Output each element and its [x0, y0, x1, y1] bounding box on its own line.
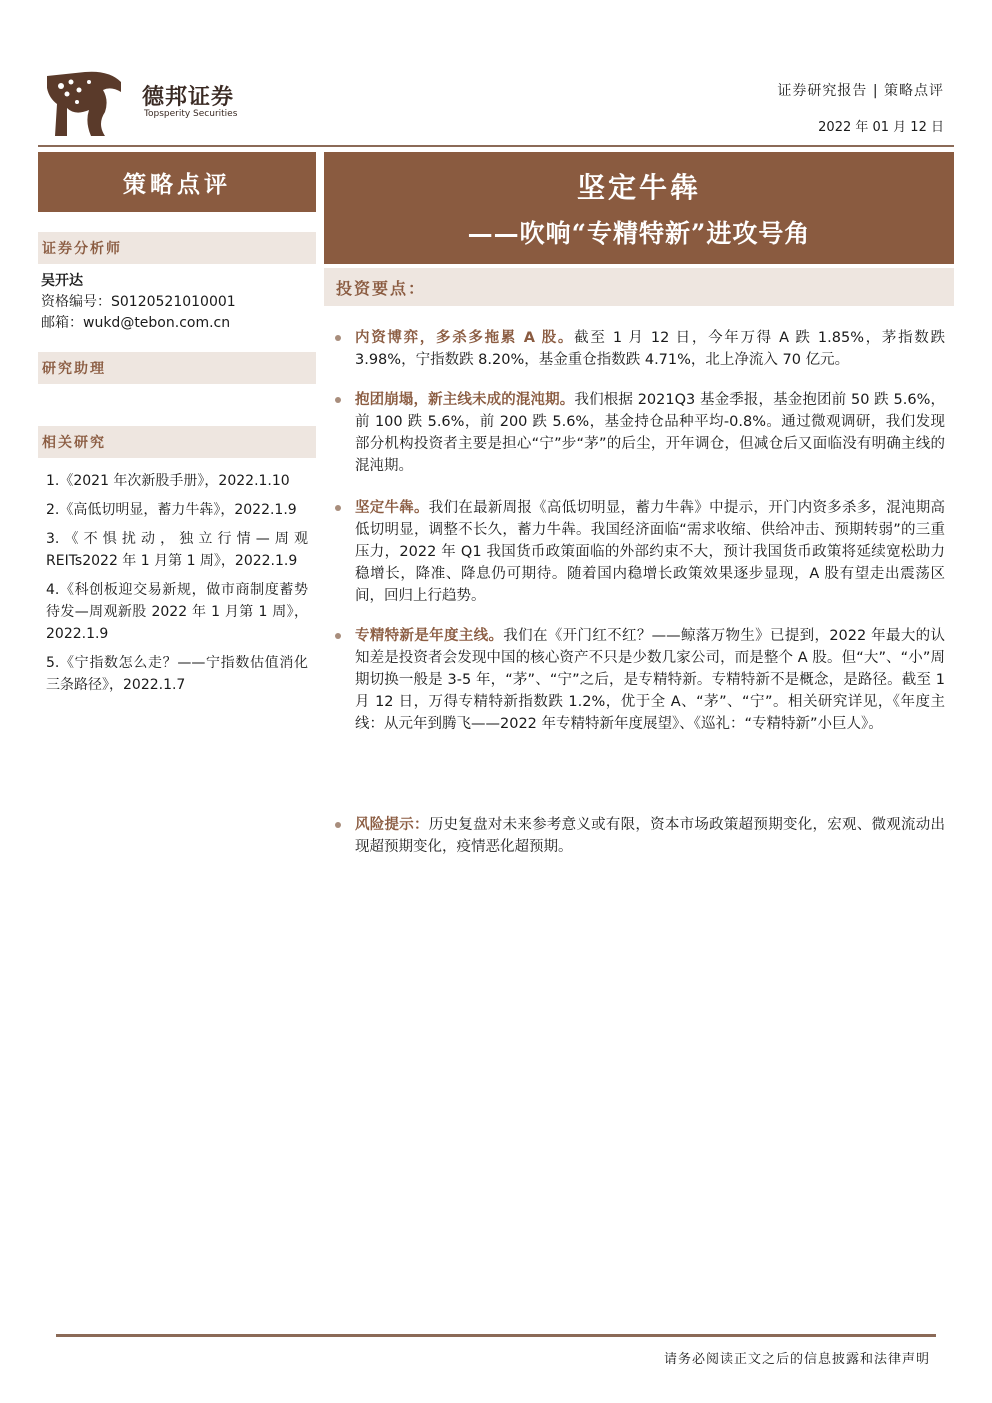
related-research-item[interactable]: 5.《宁指数怎么走？——宁指数估值消化三条路径》，2022.1.7: [46, 655, 308, 693]
key-point-text: [355, 327, 945, 371]
key-point: [335, 327, 945, 371]
analyst-license: 资格编号：S0120521010001: [41, 294, 236, 310]
related-research-heading: 相关研究: [38, 426, 316, 458]
key-point-body: 截至 1 月 12 日，今年万得 A 跌 1.85%，茅指数跌 3.98%，宁指数跌 8.20%，基金重仓指数跌 4.71%，北上净流入 70 亿元。: [355, 330, 945, 368]
related-research-item[interactable]: 1.《2021 年次新股手册》，2022.1.10: [46, 473, 290, 489]
key-point-lead: 内资博弈，多杀多拖累 A 股。: [355, 330, 575, 346]
key-point-lead: 专精特新是年度主线。: [355, 628, 504, 644]
bullet-icon: [335, 822, 341, 828]
key-point-lead: 风险提示：: [355, 817, 429, 833]
bullet-icon: [335, 633, 341, 639]
analyst-email: 邮箱：wukd@tebon.com.cn: [41, 315, 231, 331]
key-point: [335, 625, 945, 735]
bullet-icon: [335, 505, 341, 511]
bullet-icon: [335, 335, 341, 341]
header-divider: [38, 145, 954, 147]
report-category: 证券研究报告 | 策略点评: [777, 83, 944, 99]
company-logo: [45, 70, 123, 138]
related-research-item[interactable]: 4.《科创板迎交易新规，做市商制度蓄势待发—周观新股 2022 年 1 月第 1 周》，2022.1.9: [46, 582, 308, 642]
risk-warning: [335, 814, 945, 858]
report-date: 2022 年 01 月 12 日: [818, 120, 944, 135]
key-point-body: 我们在《开门红不红？——鲸落万物生》已提到，2022 年最大的认知差是投资者会发现中国的核心资产不只是少数几家公司，而是整个 A 股。但“大”、“小”周期切换一般是 3-5 年，“茅”、“宁”之后，是专精特新。专精特新不是概念，是路径。截至 1 月 12 日，万得专精特新指数跌 1.2%，优于全 A、“茅”、“宁”。相关研究详见，《年度主线：从元年到腾飞——2022 年专精特新年度展望》、《巡礼：“专精特新”小巨人》。: [355, 628, 945, 732]
report-type-banner: 策略点评: [38, 152, 316, 212]
key-point-body: 我们在最新周报《高低切明显，蓄力牛犇》中提示，开门内资多杀多，混沌期高低切明显，调整不长久，蓄力牛犇。我国经济面临“需求收缩、供给冲击、预期转弱”的三重压力，2022 年 Q1 我国货币政策面临的外部约束不大，预计我国货币政策将延续宽松助力稳增长，降准、降息仍可期待。随着国内稳增长政策效果逐步显现，A 股有望走出震荡区间，回归上行趋势。: [355, 500, 946, 604]
analyst-heading: 证券分析师: [38, 232, 316, 264]
footer-disclaimer[interactable]: 请务必阅读正文之后的信息披露和法律声明: [663, 1352, 930, 1367]
report-subtitle: ——吹响“专精特新”进攻号角: [467, 219, 811, 248]
report-title: 坚定牛犇: [576, 171, 701, 204]
brand-name-cn: 德邦证券: [142, 85, 235, 110]
footer-divider: [56, 1334, 936, 1337]
key-point-body: 我们根据 2021Q3 基金季报，基金抱团前 50 跌 5.6%，前 100 跌 5.6%，前 200 跌 5.6%，基金持仓品种平均-0.8%。通过微观调研，我们发现部分机构投资者主要是担心“宁”步“茅”的后尘，开年调仓，但减仓后又面临没有明确主线的混沌期。: [355, 392, 946, 474]
key-point-lead: 坚定牛犇。: [355, 500, 429, 516]
key-points-heading: 投资要点：: [324, 268, 954, 306]
brand-name-en: Topsperity Securities: [144, 109, 238, 119]
key-point-text: [355, 497, 945, 607]
analyst-name: 吴开达: [41, 273, 83, 289]
key-point-body: 历史复盘对未来参考意义或有限，资本市场政策超预期变化，宏观、微观流动出现超预期变化，疫情恶化超预期。: [355, 817, 946, 855]
key-point-text: [355, 625, 945, 735]
title-banner: [324, 152, 954, 264]
related-research-list: [46, 470, 308, 703]
related-research-item[interactable]: 3.《不惧扰动，独立行情—周观REITs2022 年 1 月第 1 周》，2022.1.9: [46, 531, 308, 569]
key-point: [335, 389, 945, 477]
assistant-heading: 研究助理: [38, 352, 316, 384]
related-research-item[interactable]: 2.《高低切明显，蓄力牛犇》，2022.1.9: [46, 502, 297, 518]
key-point-text: [355, 814, 945, 858]
key-point-lead: 抱团崩塌，新主线未成的混沌期。: [355, 392, 575, 408]
key-point: [335, 497, 945, 607]
bullet-icon: [335, 397, 341, 403]
key-point-text: [355, 389, 945, 477]
